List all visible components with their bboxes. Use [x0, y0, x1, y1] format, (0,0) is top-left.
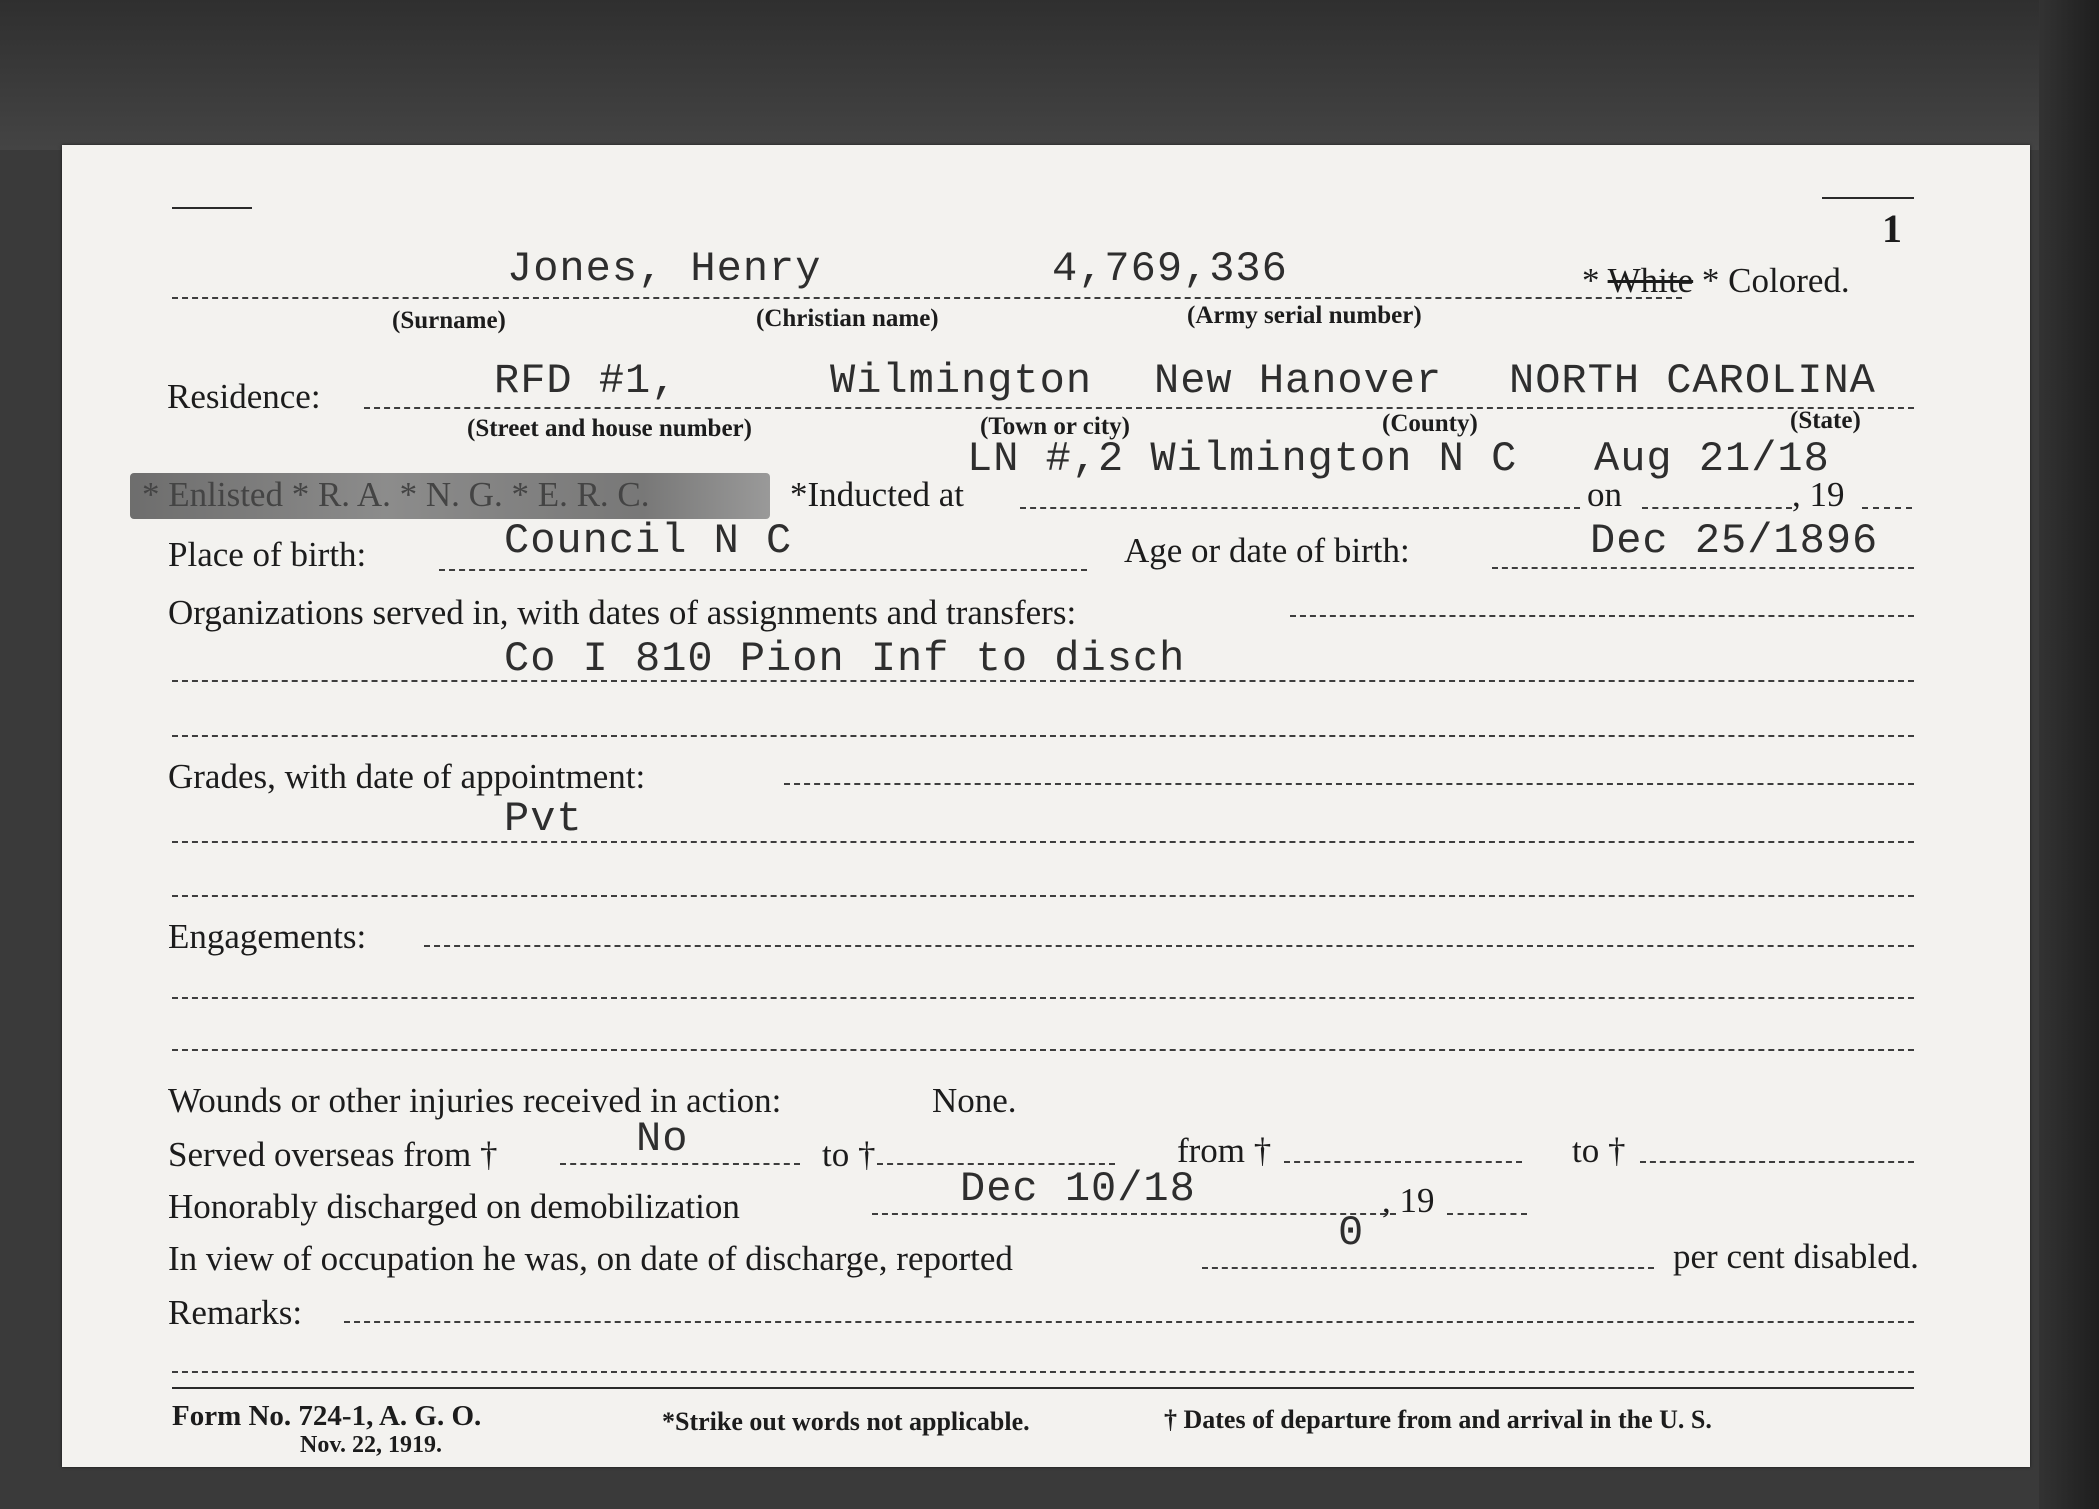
disability-label: In view of occupation he was, on date of discharge, reported — [168, 1239, 1013, 1278]
disability-value: 0 — [1338, 1209, 1365, 1257]
form-date: Nov. 22, 1919. — [300, 1432, 443, 1458]
orgs-value: Co I 810 Pion Inf to disch — [504, 635, 1186, 683]
overseas-label: Served overseas from † — [168, 1135, 498, 1174]
overseas-line-4 — [1640, 1161, 1914, 1163]
footer-rule — [172, 1387, 1914, 1389]
footnote-strike: *Strike out words not applicable. — [662, 1407, 1030, 1436]
year-label: , 19 — [1792, 475, 1845, 514]
remarks-line-1 — [344, 1321, 1914, 1323]
remarks-line-2 — [172, 1371, 1914, 1373]
scan-edge — [2039, 0, 2099, 1509]
age-value: Dec 25/1896 — [1590, 517, 1879, 565]
birthplace-value: Council N C — [504, 517, 793, 565]
residence-county: New Hanover — [1154, 357, 1443, 405]
race-field — [1582, 261, 1850, 301]
residence-town: Wilmington — [830, 357, 1093, 405]
serial-value: 4,769,336 — [1052, 245, 1288, 293]
service-record-card — [62, 145, 2030, 1467]
inducted-place: LN #,2 Wilmington N C — [967, 435, 1518, 483]
disability-line — [1202, 1267, 1654, 1269]
caption-christian: (Christian name) — [756, 305, 939, 332]
age-line — [1492, 567, 1914, 569]
discharged-line — [872, 1213, 1396, 1215]
inducted-date: Aug 21/18 — [1594, 435, 1830, 483]
disability-suffix: per cent disabled. — [1673, 1237, 1919, 1276]
form-number: Form No. 724-1, A. G. O. — [172, 1400, 482, 1432]
birthplace-line — [439, 569, 1087, 571]
caption-surname: (Surname) — [392, 307, 506, 334]
engagements-line-2 — [172, 997, 1914, 999]
discharged-year: , 19 — [1382, 1181, 1435, 1220]
overseas-line-1 — [560, 1163, 800, 1165]
wounds-value: None. — [932, 1081, 1017, 1120]
grades-value: Pvt — [504, 795, 583, 843]
discharged-year-line — [1447, 1213, 1527, 1215]
to-label-2: to † — [1572, 1131, 1626, 1170]
on-label: on — [1587, 475, 1622, 514]
engagements-line-3 — [172, 1049, 1914, 1051]
grades-line-1 — [784, 783, 1914, 785]
birthplace-label: Place of birth: — [168, 535, 367, 574]
grades-line-3 — [172, 895, 1914, 897]
inducted-label: *Inducted at — [790, 475, 964, 514]
top-right-rule — [1822, 197, 1914, 199]
top-left-rule — [172, 207, 252, 209]
discharged-label: Honorably discharged on demobilization — [168, 1187, 740, 1226]
on-line — [1642, 507, 1792, 509]
residence-label: Residence: — [167, 377, 321, 416]
caption-state: (State) — [1790, 407, 1861, 434]
caption-street: (Street and house number) — [467, 415, 752, 442]
race-colored: * Colored. — [1693, 261, 1850, 300]
wounds-label: Wounds or other injuries received in action: — [168, 1081, 782, 1120]
from-label: from † — [1177, 1131, 1272, 1170]
overseas-value: No — [636, 1115, 689, 1163]
caption-serial: (Army serial number) — [1187, 302, 1422, 329]
race-prefix: * — [1582, 261, 1608, 300]
overseas-line-3 — [1284, 1161, 1522, 1163]
residence-street: RFD #1, — [494, 357, 678, 405]
year-line — [1862, 507, 1912, 509]
engagements-line-1 — [424, 945, 1914, 947]
residence-line — [364, 407, 1914, 409]
orgs-label: Organizations served in, with dates of assignments and transfers: — [168, 593, 1077, 632]
residence-state: NORTH CAROLINA — [1509, 357, 1876, 405]
scan-background — [0, 0, 2099, 150]
inducted-line — [1020, 507, 1580, 509]
orgs-line-1 — [1290, 615, 1914, 617]
card-number: 1 — [1882, 206, 1902, 251]
footnote-dates: † Dates of departure from and arrival in the U. S. — [1164, 1405, 1712, 1434]
name-value: Jones, Henry — [507, 245, 822, 293]
enlisted-label: * Enlisted * R. A. * N. G. * E. R. C. — [142, 475, 650, 514]
to-label: to † — [822, 1135, 876, 1174]
discharged-value: Dec 10/18 — [960, 1165, 1196, 1213]
caption-county: (County) — [1382, 410, 1478, 437]
grades-label: Grades, with date of appointment: — [168, 757, 646, 796]
caption-town: (Town or city) — [980, 413, 1130, 440]
orgs-line-2 — [172, 680, 1914, 682]
age-label: Age or date of birth: — [1124, 531, 1410, 570]
engagements-label: Engagements: — [168, 917, 367, 956]
orgs-line-3 — [172, 735, 1914, 737]
name-line — [172, 297, 1682, 299]
grades-line-2 — [172, 841, 1914, 843]
race-white: White — [1607, 261, 1694, 300]
remarks-label: Remarks: — [168, 1293, 303, 1332]
